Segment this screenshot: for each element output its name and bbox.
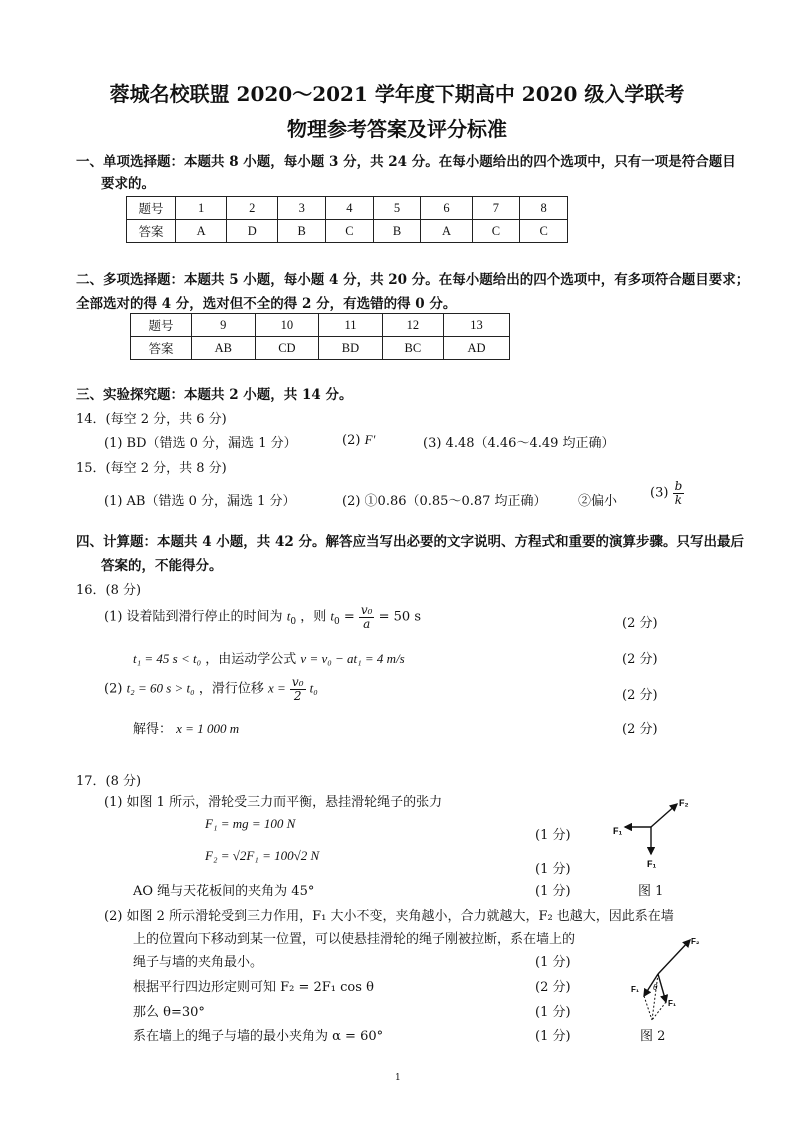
- figure-1-caption: 图 1: [638, 884, 664, 899]
- q15-answer-3-label: (3): [650, 485, 669, 501]
- q16-line-1-then: ，则: [300, 609, 327, 625]
- table-cell: 5: [373, 197, 421, 220]
- table-cell: 7: [472, 197, 520, 220]
- score-mark: (2 分): [622, 652, 658, 667]
- q17-part-2-line-6: 系在墙上的绳子与墙的最小夹角为 α = 60°: [133, 1029, 384, 1044]
- label-f1-left: F₁: [613, 826, 623, 836]
- fraction-numerator: b: [674, 479, 683, 493]
- q14-heading: 14．(每空 2 分，共 6 分): [76, 412, 227, 427]
- table-cell: A: [176, 220, 227, 243]
- q15-answer-1: (1) AB（错选 0 分，漏选 1 分）: [104, 494, 296, 509]
- q17-eq-2-text: F₂ = √2F₁ = 100√2 N: [205, 848, 320, 863]
- table-cell: 13: [444, 314, 510, 337]
- force-arrow-f2: [651, 804, 677, 827]
- score-mark: (1 分): [535, 862, 571, 877]
- table-cell: 答案: [127, 220, 176, 243]
- q16-line-1: (1) 设着陆到滑行停止的时间为 $t_0$ ，则 $t_0$ = $\frac{\text{v₀}}{a}$ = 50 s: [104, 603, 421, 631]
- table-cell: 答案: [131, 337, 192, 360]
- q14-answer-3: (3) 4.48（4.46～4.49 均正确）: [423, 436, 615, 451]
- table-cell: A: [421, 220, 472, 243]
- q14-answer-2-label: (2): [342, 433, 361, 448]
- section-4-heading: 四、计算题：本题共 4 小题，共 42 分。解答应当写出必要的文字说明、方程式和重要的演算步骤。只写出最后: [76, 534, 744, 550]
- table-cell: 8: [520, 197, 568, 220]
- q16-line-3: [104, 676, 318, 702]
- table-cell: 题号: [131, 314, 192, 337]
- q16-velocity-eq: v = v₀ − at₁ = 4 m/s: [300, 651, 405, 666]
- fraction-denominator: 2: [293, 688, 302, 703]
- q16-t1-condition: t₁ = 45 s < t₀: [133, 651, 202, 666]
- table-cell: 3: [278, 197, 326, 220]
- q16-x-eq: x =: [267, 680, 286, 696]
- q15-answer-2: (2) ①0.86（0.85～0.87 均正确）: [342, 494, 547, 509]
- table-cell: B: [278, 220, 326, 243]
- q14-answer-2: [342, 432, 375, 448]
- label-f1-b: F₁: [668, 999, 677, 1008]
- q17-part-2-line-5: 那么 θ=30°: [133, 1005, 205, 1020]
- score-mark: (1 分): [535, 884, 571, 899]
- q16-line-3-text: ，滑行位移: [198, 681, 264, 697]
- fraction-numerator: v₀: [291, 675, 304, 689]
- q17-eq-1-text: F₁ = mg = 100 N: [205, 816, 296, 831]
- section-1-heading: 一、单项选择题：本题共 8 小题，每小题 3 分，共 24 分。在每小题给出的四个选项中，只有一项是符合题目: [76, 154, 736, 170]
- q17-part-1-end: AO 绳与天花板间的夹角为 45°: [133, 884, 315, 899]
- score-mark: (1 分): [535, 955, 571, 970]
- table-row: [131, 314, 510, 337]
- q15-answer-2b: ②偏小: [578, 494, 618, 509]
- table-cell: 1: [176, 197, 227, 220]
- q16-heading: 16．(8 分): [76, 583, 142, 598]
- document-title: 蓉城名校联盟 2020～2021 学年度下期高中 2020 级入学联考: [109, 82, 685, 106]
- table-cell: 6: [421, 197, 472, 220]
- score-mark: (2 分): [535, 980, 571, 995]
- table-cell: CD: [255, 337, 319, 360]
- table-cell: 2: [227, 197, 278, 220]
- q16-solution-eq: x = 1 000 m: [176, 721, 240, 736]
- section-4-heading-cont: 答案的，不能得分。: [101, 558, 223, 574]
- table-cell: 4: [326, 197, 374, 220]
- q16-line-1-result: = 50 s: [378, 609, 421, 625]
- table-cell: AB: [192, 337, 256, 360]
- q17-part-2-line-4: 根据平行四边形定则可知 F₂ = 2F₁ cos θ: [133, 980, 374, 995]
- score-mark: (1 分): [535, 1005, 571, 1020]
- document-subtitle: 物理参考答案及评分标准: [287, 117, 507, 141]
- fraction-numerator: v₀: [360, 603, 373, 617]
- q16-line-2: [133, 648, 405, 667]
- table-cell: 11: [319, 314, 383, 337]
- table-cell: B: [373, 220, 421, 243]
- q16-line-2-text: ，由运动学公式: [205, 652, 297, 667]
- answer-table-single: [126, 196, 568, 243]
- force-arrow-f1-b: [658, 974, 666, 1002]
- label-f1-a: F₁: [631, 985, 640, 994]
- fraction-denominator: k: [674, 492, 683, 507]
- fraction-v0-over-2: [290, 676, 306, 702]
- q17-part-2-line-2: 上的位置向下移动到某一位置，可以使悬挂滑轮的绳子刚被拉断，系在墙上的: [133, 932, 576, 947]
- parallelogram-edge: [644, 996, 652, 1020]
- force-diagram-2: [620, 932, 710, 1022]
- q17-eq-1: [205, 816, 295, 832]
- table-cell: AD: [444, 337, 510, 360]
- table-cell: BC: [382, 337, 443, 360]
- q16-t0-factor: t₀: [309, 680, 318, 696]
- table-cell: 12: [382, 314, 443, 337]
- q16-line-4: [133, 718, 239, 737]
- table-cell: 题号: [127, 197, 176, 220]
- score-mark: (1 分): [535, 828, 571, 843]
- fraction-v0-over-a: [359, 604, 375, 630]
- table-cell: C: [520, 220, 568, 243]
- q16-t0: t: [286, 608, 291, 624]
- section-2-heading: 二、多项选择题：本题共 5 小题，每小题 4 分，共 20 分。在每小题给出的四个选项中，有多项符合题目要求；: [76, 272, 750, 288]
- score-mark: (1 分): [535, 1029, 571, 1044]
- force-diagram-1: [605, 792, 705, 872]
- score-mark: (2 分): [622, 616, 658, 631]
- q17-part-2-line-3: 绳子与墙的夹角最小。: [133, 955, 264, 970]
- table-cell: C: [472, 220, 520, 243]
- section-3-heading: 三、实验探究题：本题共 2 小题，共 14 分。: [76, 387, 353, 403]
- page-number: 1: [395, 1073, 401, 1083]
- q17-eq-2: [205, 848, 319, 864]
- table-cell: D: [227, 220, 278, 243]
- table-row: [131, 337, 510, 360]
- table-cell: 10: [255, 314, 319, 337]
- label-theta: θ: [653, 983, 658, 992]
- q16-solution-label: 解得：: [133, 722, 173, 737]
- q16-t2-condition: t₂ = 60 s > t₀: [126, 680, 195, 696]
- table-cell: 9: [192, 314, 256, 337]
- label-f1-down: F₁: [647, 859, 657, 869]
- q15-heading: 15．(每空 2 分，共 8 分): [76, 461, 227, 476]
- section-1-heading-cont: 要求的。: [101, 176, 155, 192]
- score-mark: (2 分): [622, 688, 658, 703]
- section-2-heading-cont: 全部选对的得 4 分，选对但不全的得 2 分，有选错的得 0 分。: [76, 296, 457, 312]
- force-arrow-f2: [658, 940, 690, 974]
- score-mark: (2 分): [622, 722, 658, 737]
- answer-table-multi: [130, 313, 510, 360]
- q17-heading: 17．(8 分): [76, 774, 142, 789]
- q14-answer-2-value: F′: [364, 432, 376, 447]
- q16-part-2-label: (2): [104, 681, 123, 697]
- q17-part-2-line-1: (2) 如图 2 所示滑轮受到三力作用，F₁ 大小不变，夹角越小，合力就越大，F₂ 也越大，因此系在墙: [104, 909, 674, 924]
- table-row: [127, 220, 568, 243]
- q14-answer-1: (1) BD（错选 0 分，漏选 1 分）: [104, 436, 297, 451]
- label-f2: F₂: [679, 798, 689, 808]
- label-f2: F₂: [691, 937, 700, 946]
- parallelogram-edge: [652, 1002, 666, 1020]
- q15-answer-3: [650, 480, 684, 506]
- table-row: [127, 197, 568, 220]
- q16-line-1-text: (1) 设着陆到滑行停止的时间为: [104, 609, 283, 625]
- figure-2-caption: 图 2: [640, 1029, 666, 1044]
- fraction-b-over-k: [673, 480, 685, 506]
- q17-part-1: (1) 如图 1 所示，滑轮受三力而平衡，悬挂滑轮绳子的张力: [104, 795, 443, 810]
- fraction-denominator: a: [363, 616, 371, 631]
- table-cell: BD: [319, 337, 383, 360]
- table-cell: C: [326, 220, 374, 243]
